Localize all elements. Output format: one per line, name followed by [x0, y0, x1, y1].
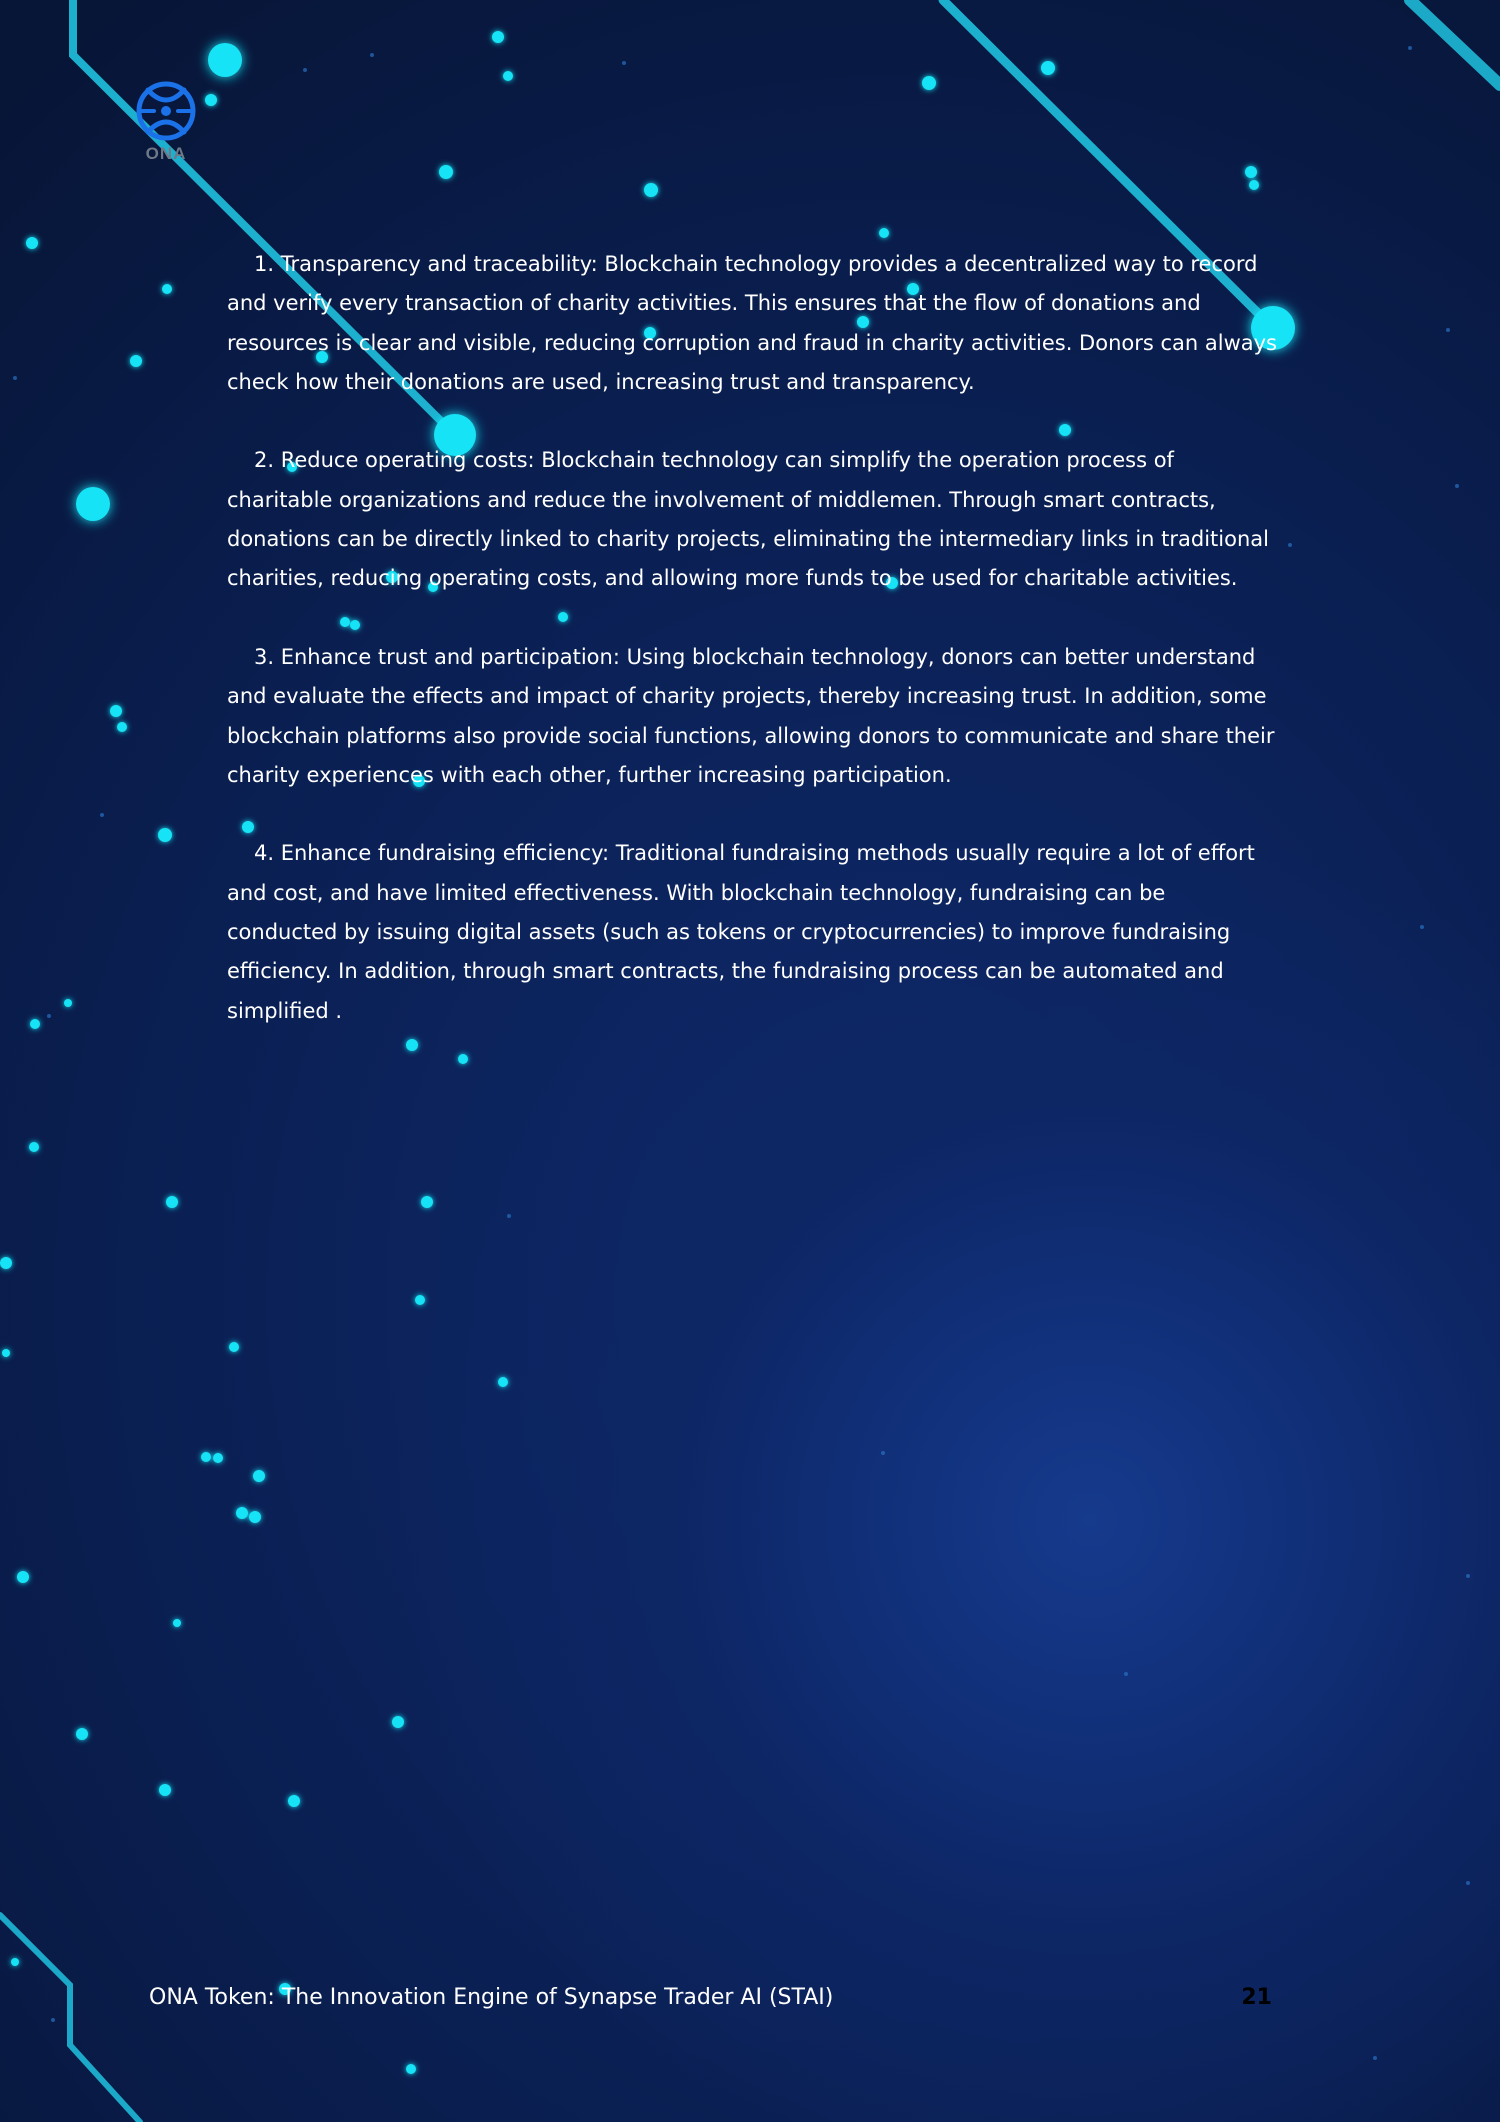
dot	[392, 1716, 404, 1728]
dot	[503, 71, 513, 81]
faint-dot	[303, 68, 307, 72]
faint-dot	[881, 1451, 885, 1455]
dot	[236, 1507, 248, 1519]
faint-dot	[1446, 328, 1450, 332]
dot	[2, 1349, 10, 1357]
faint-dot	[1408, 46, 1412, 50]
page-number: 21	[1241, 1985, 1272, 2010]
dot	[117, 722, 127, 732]
faint-dot	[1288, 543, 1292, 547]
paragraph-transparency: 1. Transparency and traceability: Blockchain technology provides a decentralized way to record and verify every transaction of charity activities. This ensures that the flow of donations and resources is clear and visible, reducing corruption and fraud in charity activities. Donors can always check how their donations are used, increasing trust and transparency.	[227, 252, 1277, 394]
dot	[17, 1571, 29, 1583]
paragraph-operating-costs: 2. Reduce operating costs: Blockchain technology can simplify the operation process of charitable organizations and reduce the involvement of middlemen. Through smart contracts, donations can be directly linked to charity projects, eliminating the intermediary links in traditional charities, reducing operating costs, and allowing more funds to be used for charitable activities.	[227, 448, 1269, 591]
paragraph-trust-participation: 3. Enhance trust and participation: Using blockchain technology, donors can better understand and evaluate the effects and impact of charity projects, thereby increasing trust. In addition, some blockchain platforms also provide social functions, allowing donors to communicate and share their charity experiences with each other, further increasing participation.	[227, 644, 1275, 787]
dot	[1249, 180, 1259, 190]
faint-dot	[47, 1014, 51, 1018]
dot	[288, 1795, 300, 1807]
dot	[229, 1342, 239, 1352]
dot	[1245, 166, 1257, 178]
dot	[110, 705, 122, 717]
dot	[30, 1019, 40, 1029]
dot	[249, 1511, 261, 1523]
dot	[166, 1196, 178, 1208]
dot	[159, 1784, 171, 1796]
ona-logo	[132, 78, 200, 168]
dot	[415, 1295, 425, 1305]
dot	[406, 2064, 416, 2074]
dot	[439, 165, 453, 179]
dot	[498, 1377, 508, 1387]
faint-dot	[1466, 1881, 1470, 1885]
ona-logo-text: ONA	[145, 144, 187, 163]
faint-dot	[1455, 484, 1459, 488]
dot	[1041, 61, 1055, 75]
faint-dot	[1420, 925, 1424, 929]
dot	[76, 1728, 88, 1740]
faint-dot	[51, 2018, 55, 2022]
faint-dot	[100, 813, 104, 817]
dot	[421, 1196, 433, 1208]
dot	[922, 76, 936, 90]
faint-dot	[1466, 1574, 1470, 1578]
dot	[29, 1142, 39, 1152]
dot	[26, 237, 38, 249]
faint-dot	[1124, 1672, 1128, 1676]
dot	[492, 31, 504, 43]
dot	[253, 1470, 265, 1482]
dot	[173, 1619, 181, 1627]
dot	[879, 228, 889, 238]
circuit-line-corner	[1410, 0, 1500, 85]
dot	[0, 1257, 12, 1269]
dot	[162, 284, 172, 294]
dot	[64, 999, 72, 1007]
faint-dot	[507, 1214, 511, 1218]
dot	[213, 1453, 223, 1463]
faint-dot	[13, 376, 17, 380]
circuit-line-left-bottom	[0, 1915, 140, 2122]
dot	[644, 183, 658, 197]
faint-dot	[622, 61, 626, 65]
paragraph-fundraising-efficiency: 4. Enhance fundraising efficiency: Traditional fundraising methods usually require a lot of effort and cost, and have limited effectiveness. With blockchain technology, fundraising can be conducted by issuing digital assets (such as tokens or cryptocurrencies) to improve fundraising efficiency. In addition, through smart contracts, the fundraising process can be automated and simplified .	[227, 841, 1255, 1023]
dot	[130, 355, 142, 367]
dot	[205, 94, 217, 106]
faint-dot	[1373, 2056, 1377, 2060]
node-glow-1	[208, 43, 242, 77]
dot	[11, 1958, 19, 1966]
footer-title: ONA Token: The Innovation Engine of Synapse Trader AI (STAI)	[149, 1985, 834, 2010]
main-content	[227, 245, 1277, 1070]
node-glow-2	[76, 487, 110, 521]
ona-logo-icon	[132, 78, 200, 144]
dot	[158, 828, 172, 842]
faint-dot	[370, 53, 374, 57]
dot	[201, 1452, 211, 1462]
